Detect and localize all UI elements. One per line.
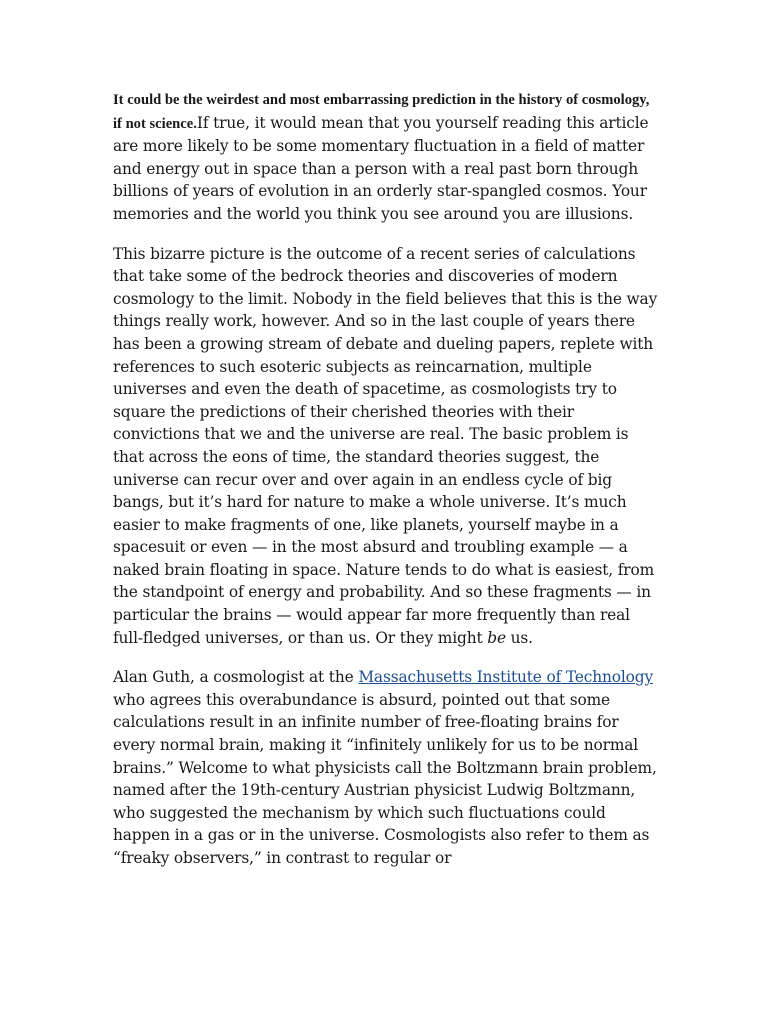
paragraph-3-text: who agrees this overabundance is absurd, pointed out that some calculations result in an infinite number of free-floating brains for every normal brain, making it “infinitely unlikely for us to be normal brains.” Welcome to what physicists call the Boltzmann brain problem, named after the 19th-century Austrian physicist Ludwig Boltzmann, who suggested the mechanism by which such fluctuations could happen in a gas or in the universe. Cosmologists also refer to them as “freaky observers,” in contrast to regular or — [113, 690, 657, 867]
paragraph-3 — [113, 666, 661, 869]
paragraph-2-ending: us. — [505, 628, 533, 647]
mit-link[interactable]: Massachusetts Institute of Technology — [358, 668, 654, 687]
paragraph-1 — [113, 88, 661, 226]
paragraph-1-text: If true, it would mean that you yourself reading this article are more likely to be some momentary fluctuation in a field of matter and energy out in space than a person with a real past born through billions of years of evolution in an orderly star-spangled cosmos. Your memories and the world you think you see around you are illusions. — [113, 113, 649, 223]
paragraph-2-text: This bizarre picture is the outcome of a recent series of calculations that take some of the bedrock theories and discoveries of modern cosmology to the limit. Nobody in the field believes that this is the way things really work, however. And so in the last couple of years there has been a growing stream of debate and dueling papers, replete with references to such esoteric subjects as reincarnation, multiple universes and even the death of spacetime, as cosmologists try to square the predictions of their cherished theories with their convictions that we and the universe are real. The basic problem is that across the eons of time, the standard theories suggest, the universe can recur over and over again in an endless cycle of big bangs, but it’s hard for nature to make a whole universe. It’s much easier to make fragments of one, like planets, yourself maybe in a spacesuit or even — in the most absurd and troubling example — a naked brain floating in space. Nature tends to do what is easiest, from the standpoint of energy and probability. And so these fragments — in particular the brains — would appear far more frequently than real full-fledged universes, or than us. Or they might — [113, 244, 658, 647]
emphasis-be: be — [487, 628, 506, 647]
paragraph-2 — [113, 243, 661, 650]
paragraph-3-intro: Alan Guth, a cosmologist at the — [113, 668, 359, 687]
lead-sentence: It could be the weirdest and most embarrassing prediction in the history of cosmology, if not science. — [113, 92, 650, 132]
article-body — [113, 88, 661, 887]
